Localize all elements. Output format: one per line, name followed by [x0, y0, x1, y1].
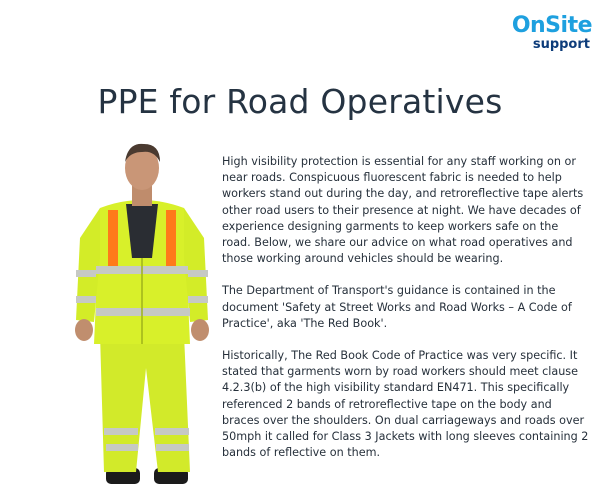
- logo-subtext: support: [532, 37, 590, 52]
- intro-paragraph: High visibility protection is essential for any staff working on or near roads. Conspicuous fluorescent fabric is needed to help workers stand out during the day, and retroreflective tape alerts other road users to their presence at night. We have decades of experience designing garments to keep workers safe on the road. Below, we share our advice on what road operatives and those working around vehicles should be wearing.: [222, 155, 584, 266]
- hi-vis-worker-image: [66, 138, 216, 494]
- guidance-paragraph: The Department of Transport's guidance is contained in the document 'Safety at Street Works and Road Works – A Code of Practice', aka 'The Red Book'.: [222, 284, 572, 330]
- onsite-support-logo[interactable]: [506, 14, 592, 58]
- article-body: [222, 154, 590, 477]
- logo-wordmark: OnSite: [511, 13, 592, 38]
- hi-vis-worker-illustration: [66, 138, 216, 494]
- page-title: PPE for Road Operatives: [97, 82, 503, 121]
- history-paragraph: Historically, The Red Book Code of Practice was very specific. It stated that garments worn by road workers should meet clause 4.2.3(b) of the high visibility standard EN471. This specifically referenced 2 bands of retroreflective tape on the body and braces over the shoulders. On dual carriageways and roads over 50mph it called for Class 3 Jackets with long sleeves containing 2 bands of reflective on them.: [222, 349, 589, 460]
